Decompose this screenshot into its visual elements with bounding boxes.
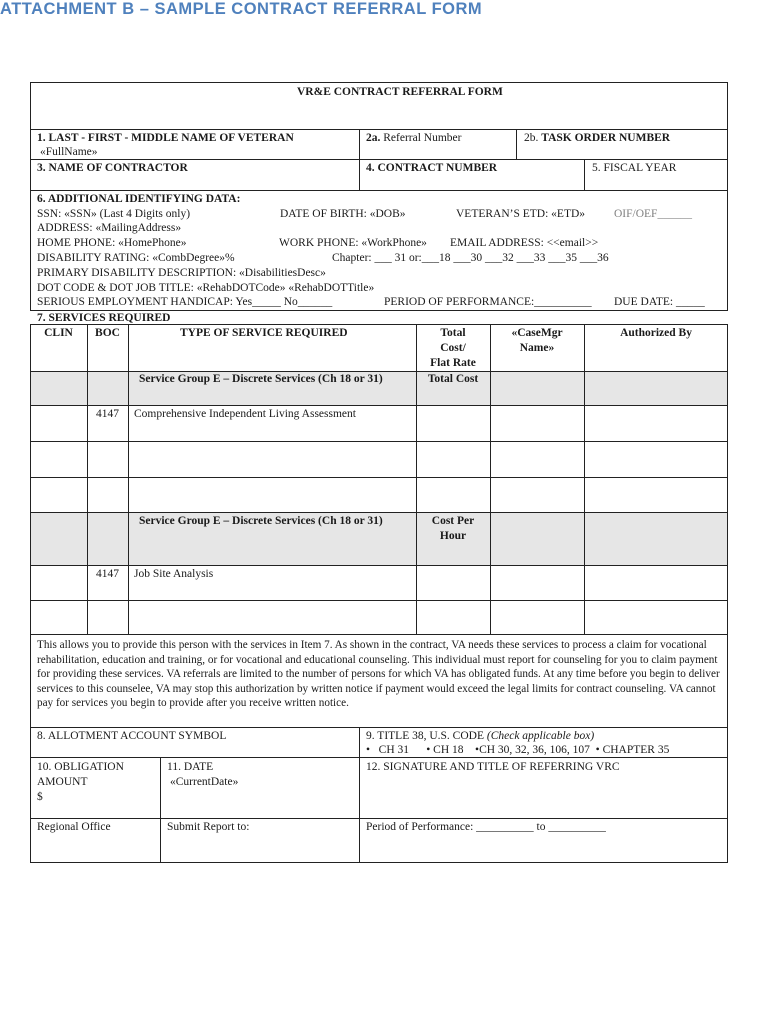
obligation-label-line2: AMOUNT [37,776,88,788]
task-order-prefix: 2b. [524,132,539,144]
signature-label: 12. SIGNATURE AND TITLE OF REFERRING VRC [366,761,620,773]
referral-number-prefix: 2a. [366,132,381,144]
bullet-icon: • [426,744,431,756]
ssn-field: SSN: «SSN» (Last 4 Digits only) [37,208,191,220]
row-2-description: Job Site Analysis [134,568,214,580]
period-field: PERIOD OF PERFORMANCE:__________ [384,296,592,308]
authorized-header: Authorized By [620,327,692,339]
contract-number-label: 4. CONTRACT NUMBER [366,162,498,174]
bullet-icon: • [595,744,600,756]
divider [490,324,491,635]
contractor-label: 3. NAME OF CONTRACTOR [37,162,188,174]
dot-code-field: DOT CODE & DOT JOB TITLE: «RehabDOTCode» «RehabDOTTitle» [37,282,375,294]
section-6-title: 6. ADDITIONAL IDENTIFYING DATA: [37,193,241,205]
form-title: VR&E CONTRACT REFERRAL FORM [297,86,503,98]
task-order-label: TASK ORDER NUMBER [541,132,671,144]
fiscal-year-label: 5. FISCAL YEAR [592,162,677,174]
period-of-performance-label: Period of Performance: __________ to __________ [366,821,606,833]
seh-field: SERIOUS EMPLOYMENT HANDICAP: Yes_____ No______ [37,296,333,308]
divider [30,159,728,160]
row-1-boc: 4147 [96,408,119,420]
veteran-name-label: 1. LAST - FIRST - MIDDLE NAME OF VETERAN [37,132,294,144]
ch31-checkbox[interactable] [366,744,409,756]
ch35-checkbox[interactable] [596,744,670,756]
divider [30,477,728,478]
date-value: «CurrentDate» [170,776,239,788]
type-header: TYPE OF SERVICE REQUIRED [180,327,348,339]
divider [516,129,517,159]
primary-disability-field: PRIMARY DISABILITY DESCRIPTION: «DisabilitiesDesc» [37,267,326,279]
casemgr-header-line2: Name» [519,342,555,354]
referral-number-field[interactable] [366,131,461,146]
dob-field: DATE OF BIRTH: «DOB» [280,208,406,220]
home-phone-field: HOME PHONE: «HomePhone» [37,237,187,249]
divider [584,324,585,635]
ch18-label: CH 18 [433,744,464,756]
authorization-paragraph: This allows you to provide this person with the services in Item 7. As shown in the contract, VA needs these services to process a claim for vocational rehabilitation, education and training, or for vocational and educational counseling. This individual must report for counseling for you to claim payment for providing these services. VA referrals are limited to the number of persons for which VA has obligated funds. At any time before you begin to deliver services to this counselee, VA may stop this authorization by written notice if payment would exceed the legal limits for contract counseling. VA cannot pay for services you begin to provide after you receive written notice. [37,639,720,710]
section-7-title: 7. SERVICES REQUIRED [37,312,171,324]
group-1-label: Service Group E – Discrete Services (Ch 18 or 31) [139,373,383,385]
obligation-label-line1: 10. OBLIGATION [37,761,124,773]
etd-field: VETERAN’S ETD: «ETD» [456,208,586,220]
date-label: 11. DATE [167,761,214,773]
divider [30,512,728,513]
oif-field: OIF/OEF______ [614,208,692,220]
divider [359,129,360,191]
disability-rating-field: DISABILITY RATING: «CombDegree»% [37,252,235,264]
group-1-cost: Total Cost [427,373,479,385]
chapter-field: Chapter: ___ 31 or:___18 ___30 ___32 ___33 ___35 ___36 [332,252,609,264]
divider [359,727,360,863]
group-2-cost-line2: Hour [439,530,467,542]
referral-number-label: Referral Number [383,132,462,144]
divider [128,324,129,635]
ch35-label: CHAPTER 35 [602,744,670,756]
divider [30,565,728,566]
bullet-icon: • [475,744,480,756]
submit-report-label: Submit Report to: [167,821,250,833]
divider [30,441,728,442]
divider [30,600,728,601]
row-1-description: Comprehensive Independent Living Assessment [134,408,356,420]
ch18-checkbox[interactable] [426,744,463,756]
bullet-icon: • [366,744,371,756]
divider [30,818,728,819]
ch30-label: CH 30, 32, 36, 106, 107 [479,744,590,756]
group-2-cost-line1: Cost Per [431,515,475,527]
allotment-label: 8. ALLOTMENT ACCOUNT SYMBOL [37,730,227,742]
casemgr-header-line1: «CaseMgr [511,327,563,339]
divider [87,324,88,635]
veteran-name-value: «FullName» [40,146,98,158]
title38-label: 9. TITLE 38, U.S. CODE [366,730,484,742]
due-date-field: DUE DATE: _____ [614,296,705,308]
group-2-label: Service Group E – Discrete Services (Ch 18 or 31) [139,515,383,527]
chapter-options [366,743,669,758]
boc-header: BOC [95,327,120,339]
title38-field [366,729,594,744]
total-cost-header-line3: Flat Rate [430,357,476,369]
email-field: EMAIL ADDRESS: <<email>> [450,237,599,249]
ch31-label: CH 31 [378,744,410,756]
page-heading: ATTACHMENT B – SAMPLE CONTRACT REFERRAL FORM [0,0,483,18]
work-phone-field: WORK PHONE: «WorkPhone» [279,237,427,249]
title38-note: (Check applicable box) [486,730,595,742]
divider [30,405,728,406]
address-field: ADDRESS: «MailingAddress» [37,222,182,234]
task-order-field[interactable] [524,131,670,146]
divider [160,757,161,863]
total-cost-header-line2: Cost/ [440,342,466,354]
total-cost-header-line1: Total [440,327,466,339]
clin-header: CLIN [44,327,73,339]
row-2-boc: 4147 [96,568,119,580]
divider [584,159,585,191]
obligation-amount: $ [37,791,43,803]
regional-office-label: Regional Office [37,821,111,833]
ch30-checkbox[interactable] [475,744,590,756]
divider [416,324,417,635]
